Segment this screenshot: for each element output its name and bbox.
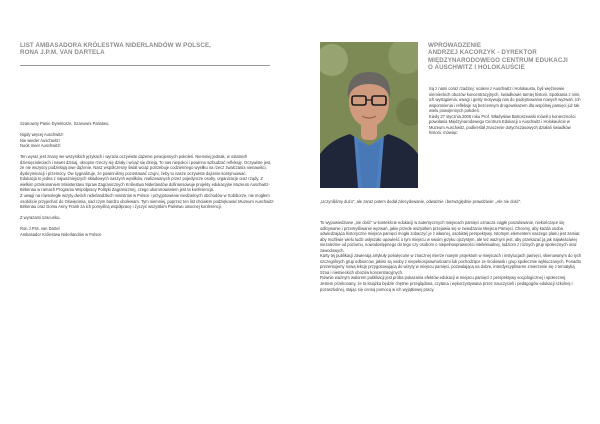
essay-paragraph: Równie ważnym walorem publikacji jest próba pokazania efektów edukacji w miejscu pamięci z perspektywy socjologicznej i społecznej.	[320, 275, 567, 281]
introduction-intro-text	[429, 86, 581, 136]
intro-paragraph: Kiedy 27 stycznia 2005 roku Prof. Władysław Bartoszewski mówił o konieczności powołania Międzynarodowego Centrum Edukacji o Auschwitz i Holokauście w Muzeum Auschwitz, podkreślał znaczenie dotychczasowych działań świadków historii, mówiąc:	[429, 113, 576, 136]
essay-paragraph: Jestem przekonany, że ta książka będzie chętnie przeglądana, czytana i wykorzystywana przez nauczycieli i pedagogów edukacji szkolnej i pozaszkolnej, stając się cenną pomocą w ich wyjątkowej pracy.	[320, 281, 573, 292]
motto-line: Nooit meer Auschwitz!	[20, 143, 61, 149]
letter-paragraph: Edukacja to jedna z najważniejszych składowych naszych wysiłków, realizowanych przez pojedyncze osoby, organizacje oraz rządy. Z wielkim przekonaniem Ministerstwo Spraw Zagranicznych Królestwa Niderlandów dofinansowuje projekty edukacyjne Muzeum Auschwitz-Birkenau w ramach Programu Współpracy Polityki Zagranicznej, czego ukoronowaniem jest ta konferencja.	[20, 176, 270, 193]
heading-line: ANDRZEJ KACORZYK - DYREKTOR	[428, 49, 537, 57]
heading-line: MIĘDZYNARODOWEGO CENTRUM EDUKACJI	[428, 56, 568, 64]
motto-line: Nie wieder Auschwitz!	[20, 137, 60, 143]
essay-paragraph: Karty tej publikacji zawierają artykuły poświęcone w znacznej mierze nowym projektom w miejscach i instytucjach pamięci, skierowanym do tych szczególnych grup odbiorców, jakimi są osoby z niepełnosprawnościami lub pochodzące ze środowisk i grup społecznie wykluczanych. Ponadto prezentujemy nową lekcję przygotowującą do wizyty w miejscu pamięci, pozwalającą na dobre, interdyscyplinarne zmierzenie się z tematyką Szoa i niemieckich obozów koncentracyjnych.	[320, 253, 582, 275]
quote-text: „Uczyniliśmy dużo”, ale zaraz potem dodał zdecydowanie, odważnie i bezwzględnie prawdziwie: „Ale nie dość”.	[320, 199, 522, 204]
salutation: Szanowny Panie Dyrektorze, Szanowni Państwo,	[20, 121, 110, 126]
heading-line: WPROWADZENIE	[428, 42, 482, 49]
introduction-heading	[428, 42, 588, 72]
essay-paragraph: To wypowiedziane „nie dość” w kontekście edukacji w autentycznych miejscach pamięci oznacza ciągłe poszukiwanie, niekończące się odkrywanie i przemyśliwanie wyzwań, jakie przede wszystkim przejawia się w zwiedzaniu Miejsca Pamięci. Chcemy, aby każda osoba odwiedzająca historyczne miejsca pamięci mogła zobaczyć je z własnej, osobistej perspektywy. Istotnym elementem naszego planu jest zamiar, aby możliwie wielu ludzi usłyszało opowieść o tym miejscu w swoim języku ojczystym, ale też ważnym jest, aby przekazać ją jak najwłaściwiej niezależnie od poziomu, nowodostępnego do tego czy osobom o niepełnosprawności intelektualnej, ludziom z różnych grup społecznych oraz zawodowych.	[320, 220, 581, 253]
right-page	[300, 0, 600, 424]
heading-line: O AUSCHWITZ I HOLOKAUŚCIE	[428, 64, 525, 72]
ambassador-letter-body	[20, 121, 275, 237]
closing: Z wyrazami szacunku,	[20, 215, 61, 221]
bartoszewski-quote	[320, 199, 585, 205]
letter-paragraph: Ten wyraz jest znany we wszystkich językach i wyraża oczywiste dążenie powojennych pokoleń. Niemniej jednak, w ostatnich dziesięcioleciach i nawet dzisiaj, okropne rzeczy się działy i wciąż się dzieją. To nas niepokoi i powinno wzbudzać refleksję. Oczywiste jest, że nie wszyscy podzielają owe dążenie. Nasz współczesny świat wciąż potrzebuje codziennego wysiłku na rzecz zwalczania nienawiści, dyskryminacji i przemocy. Ów sygnalizuje, że powinniśmy pozostawać czujni, żeby to nasze oczywiste dążenie kontynuować.	[20, 154, 272, 176]
ambassador-letter-heading	[20, 42, 280, 57]
motto-line: Nigdy więcej Auschwitz!	[20, 132, 64, 138]
signature-name: Ron J.P.M. van Dartel	[20, 226, 60, 232]
intro-paragraph: Są z nami coraz rzadziej: ocaleni z Auschwitz i Holokaustu, byli więźniowie niemieckich obozów koncentracyjnych, świadkowie tamtej historii. Spotkania z nimi, ich wystąpienia, uwagi i gesty motywują nas do podejmowania nowych wyzwań. Ich wspomnienia i refleksje są bezcennym drogowskazem dla wspólnej pamięci już tak wielu powojennych pokoleń.	[429, 86, 581, 114]
introduction-essay	[320, 220, 585, 292]
letter-paragraph: Z uwagi na równoległe wizyty dwóch niderlandzkich ministrów w Polsce i przygotowanie niedzielnych obchodów w Sobiborze, nie mogłem osobiście przyjechać do Oświęcimia, nad czym bardzo ubolewam. Tym niemniej, poprzez ten list chciałem podziękować Muzeum Auschwitz-Birkenau oraz Domu Anny Frank za ich pomyślną współpracę i życzyć wszystkim Państwu owocnej konferencji.	[20, 193, 275, 210]
signature-title: Ambasador Królestwa Niderlandów w Polsce	[20, 231, 102, 237]
heading-line: RONA J.P.M. VAN DARTELA	[20, 49, 105, 57]
heading-line: LIST AMBASADORA KRÓLESTWA NIDERLANDÓW W POLSCE,	[20, 42, 212, 49]
heading-divider	[20, 65, 270, 66]
